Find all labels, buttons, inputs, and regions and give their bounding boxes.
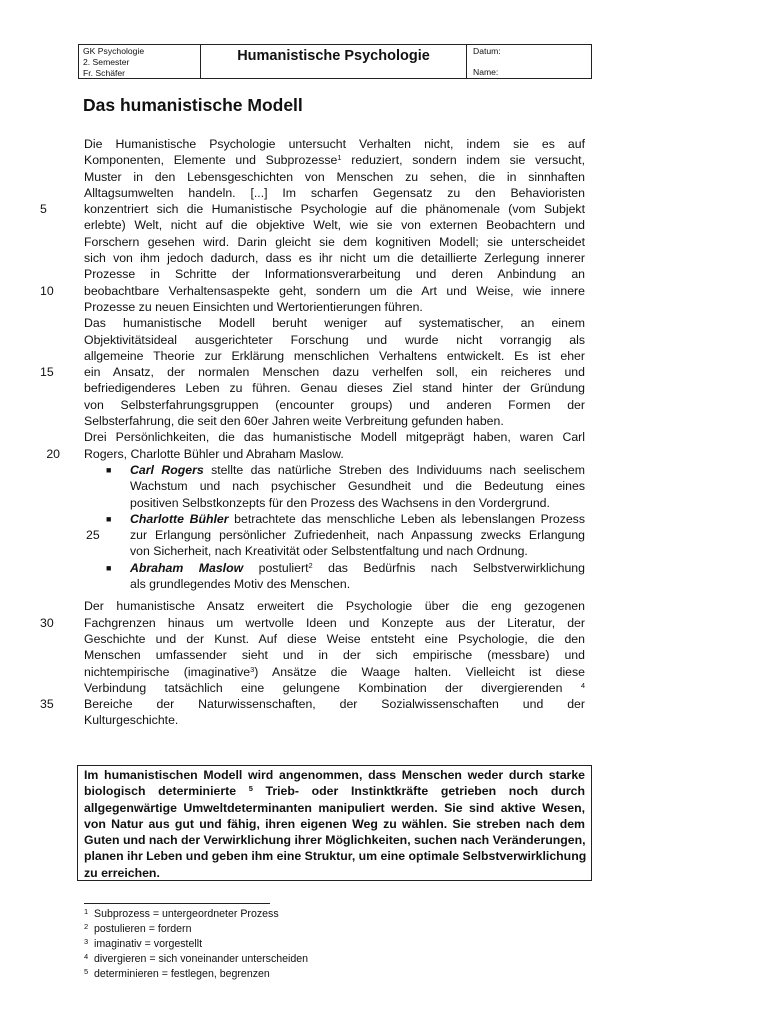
footnote-item: 2 postulieren = fordern [84, 922, 192, 935]
text-line: Wachstum und nach psychischer Gesundheit und die Bedeutung eines [130, 479, 585, 494]
text-line: als grundlegendes Motiv des Menschen. [130, 577, 351, 592]
footnote-item: 3 imaginativ = vorgestellt [84, 937, 203, 950]
text-line: Geschichte und der Kunst. Auf diese Weise entsteht eine Psychologie, die den [84, 631, 585, 646]
line-number: 10 [40, 283, 54, 298]
line-number: 35 [40, 697, 54, 712]
box-line: Im humanistischen Modell wird angenommen, dass Menschen weder durch starke [84, 768, 585, 782]
text-line: Prozesse in Schritte der Informationsverarbeitung und deren Anbindung an [84, 267, 585, 282]
bullet-item-buehler: ■ Charlotte Bühler betrachtete das menschliche Leben als lebenslangen Prozess [106, 511, 585, 526]
text-line: sich von ihm jedoch dadurch, dass es ihr nicht um die detaillierte Zerlegung innerer [84, 251, 585, 266]
footnote-divider [84, 903, 270, 904]
text-line: Drei Persönlichkeiten, die das humanistische Modell mitgeprägt haben, waren Carl [84, 430, 585, 445]
text-line: Prozesse zu neuen Einsichten und Wertorientierungen führen. [84, 299, 423, 314]
box-line: planen ihr Leben und geben ihm eine Struktur, um eine optimale Selbstverwirklichung [84, 849, 587, 864]
text-line: 30 Fachgrenzen hinaus um wertvolle Ideen und Konzepte aus der Literatur, der [40, 615, 585, 630]
teacher-name: Fr. Schäfer [83, 68, 126, 78]
text-line: nichtempirische (imaginative$^3$) Ansätze die Waage halten. Vielleicht ist diese [84, 664, 586, 679]
semester: 2. Semester [83, 57, 130, 67]
worksheet-topic: Humanistische Psychologie [201, 45, 467, 78]
bullet-item-rogers: ■ Carl Rogers stellte das natürliche Streben des Individuums nach seelischem [106, 462, 585, 477]
line-number: 25 [86, 528, 100, 543]
text-line: positiven Selbstkonzepts für den Prozess des Wachsens in den Vordergrund. [130, 495, 550, 510]
worksheet-header [78, 44, 592, 79]
text-line: allgemeine Theorie zur Erklärung menschlichen Verhaltens entwickelt. Es ist eher [84, 348, 585, 363]
footnote-item: 4 divergieren = sich voneinander unterscheiden [84, 952, 309, 965]
box-line: Guten und nach der Verwirklichung ihrer Möglichkeiten, suchen nach Veränderungen, [84, 833, 586, 848]
date-label: Datum: [473, 46, 501, 56]
footnote-ref: 5 [248, 784, 253, 794]
bullet-item-maslow: ■ Abraham Maslow postuliert$^2$ das Bedürfnis nach Selbstverwirklichung [106, 560, 585, 575]
text-line: 15 ein Ansatz, der normalen Menschen dazu verhelfen soll, ein reicheres und [40, 365, 585, 380]
text-line: Menschen umfassender sieht und in der sich empirische (messbare) und [84, 648, 585, 663]
text-line: Verbindung tatsächlich eine gelungene Kombination der divergierenden $^4$ [84, 680, 586, 695]
text-line: erlebte) Welt, nicht auf die objektive Welt, wie sie von externen Beobachtern und [84, 218, 585, 233]
footnote-ref: 1 [337, 153, 342, 163]
footnote-item: 1 Subprozess = untergeordneter Prozess [84, 907, 279, 920]
footnote-ref: 3 [250, 664, 255, 674]
text-line: Die Humanistische Psychologie untersucht Verhalten nicht, indem sie es auf [84, 137, 585, 151]
text-line: befriedigenderes Leben zu führen. Genau dieses Ziel stand hinter der Gründung [84, 381, 585, 396]
student-fields [467, 45, 591, 78]
text-line: Alltagsumwelten handeln. [...] Im scharfen Gegensatz zu den Behavioristen [84, 185, 585, 200]
square-bullet-icon: ■ [106, 513, 112, 524]
footnote-ref: 4 [580, 680, 586, 690]
box-line: zu erreichen. [84, 865, 160, 880]
text-line: von Sicherheit, nach Kreativität oder Selbstentfaltung und nach Ordnung. [130, 544, 528, 559]
text-line: Muster in den Lebensgeschichten von Menschen zu sehen, die in sinnhaften [84, 169, 585, 184]
name-label: Name: [473, 67, 499, 77]
footnote-ref: 2 [308, 560, 313, 570]
text-line: von Selbsterfahrungsgruppen (encounter groups) und anderen Formen der [84, 397, 585, 412]
text-line: 5 konzentriert sich die Humanistische Psychologie auf die phänomenale (vom Subjekt [40, 202, 585, 217]
main-text [40, 136, 586, 729]
course-info [79, 45, 201, 78]
footnote-item: 5 determinieren = festlegen, begrenzen [84, 967, 270, 980]
line-number: 30 [40, 615, 54, 630]
text-line: 10 beobachtbare Verhaltensaspekte geht, sondern um die Art und Weise, wie innere [40, 283, 585, 298]
text-line: 35 Bereiche der Naturwissenschaften, der Sozialwissenschaften und der [40, 697, 585, 712]
footnotes [84, 907, 308, 982]
line-number: 15 [40, 365, 54, 380]
text-line: Der humanistische Ansatz erweitert die Psychologie über die eng gezogenen [84, 599, 585, 614]
text-line: Komponenten, Elemente und Subprozesse$^1$ reduziert, sondern indem sie versucht, [84, 153, 585, 168]
line-number: 5 [40, 202, 47, 217]
page-title: Das humanistische Modell [83, 95, 303, 115]
text-line: Das humanistische Modell beruht weniger auf systematischer, an einem [84, 316, 585, 331]
box-line: von Natur aus gut und fähig, ihren eigenen Weg zu wählen. Sie streben nach dem [84, 816, 585, 831]
square-bullet-icon: ■ [106, 464, 112, 475]
summary-box [77, 765, 592, 881]
text-line: 20 Rogers, Charlotte Bühler und Abraham Maslow. [84, 446, 585, 462]
text-line: Kulturgeschichte. [84, 713, 179, 728]
text-line: Objektivitätsideal ausgerichteter Forschung und wurde nicht vorrangig als [84, 332, 585, 347]
course-name: GK Psychologie [83, 46, 145, 56]
line-number: 20 [46, 446, 60, 461]
text-line: Selbsterfahrung, die seit den 60er Jahren weite Verbreitung gefunden haben. [84, 414, 504, 429]
box-line: allgegenwärtige Umweltdeterminanten manipuliert werden. Sie sind aktive Wesen, [84, 800, 585, 815]
box-line: biologisch determinierte $^5$ Trieb- oder Instinktkräfte getrieben noch durch [84, 784, 585, 799]
square-bullet-icon: ■ [106, 562, 112, 573]
text-line: 25 zur Erlangung persönlicher Zufriedenheit, nach Anpassung zwecks Erlangung [86, 528, 585, 543]
text-line: Forschern gesehen wird. Darin gleicht sie dem kognitiven Modell; sie unterscheidet [84, 234, 585, 249]
